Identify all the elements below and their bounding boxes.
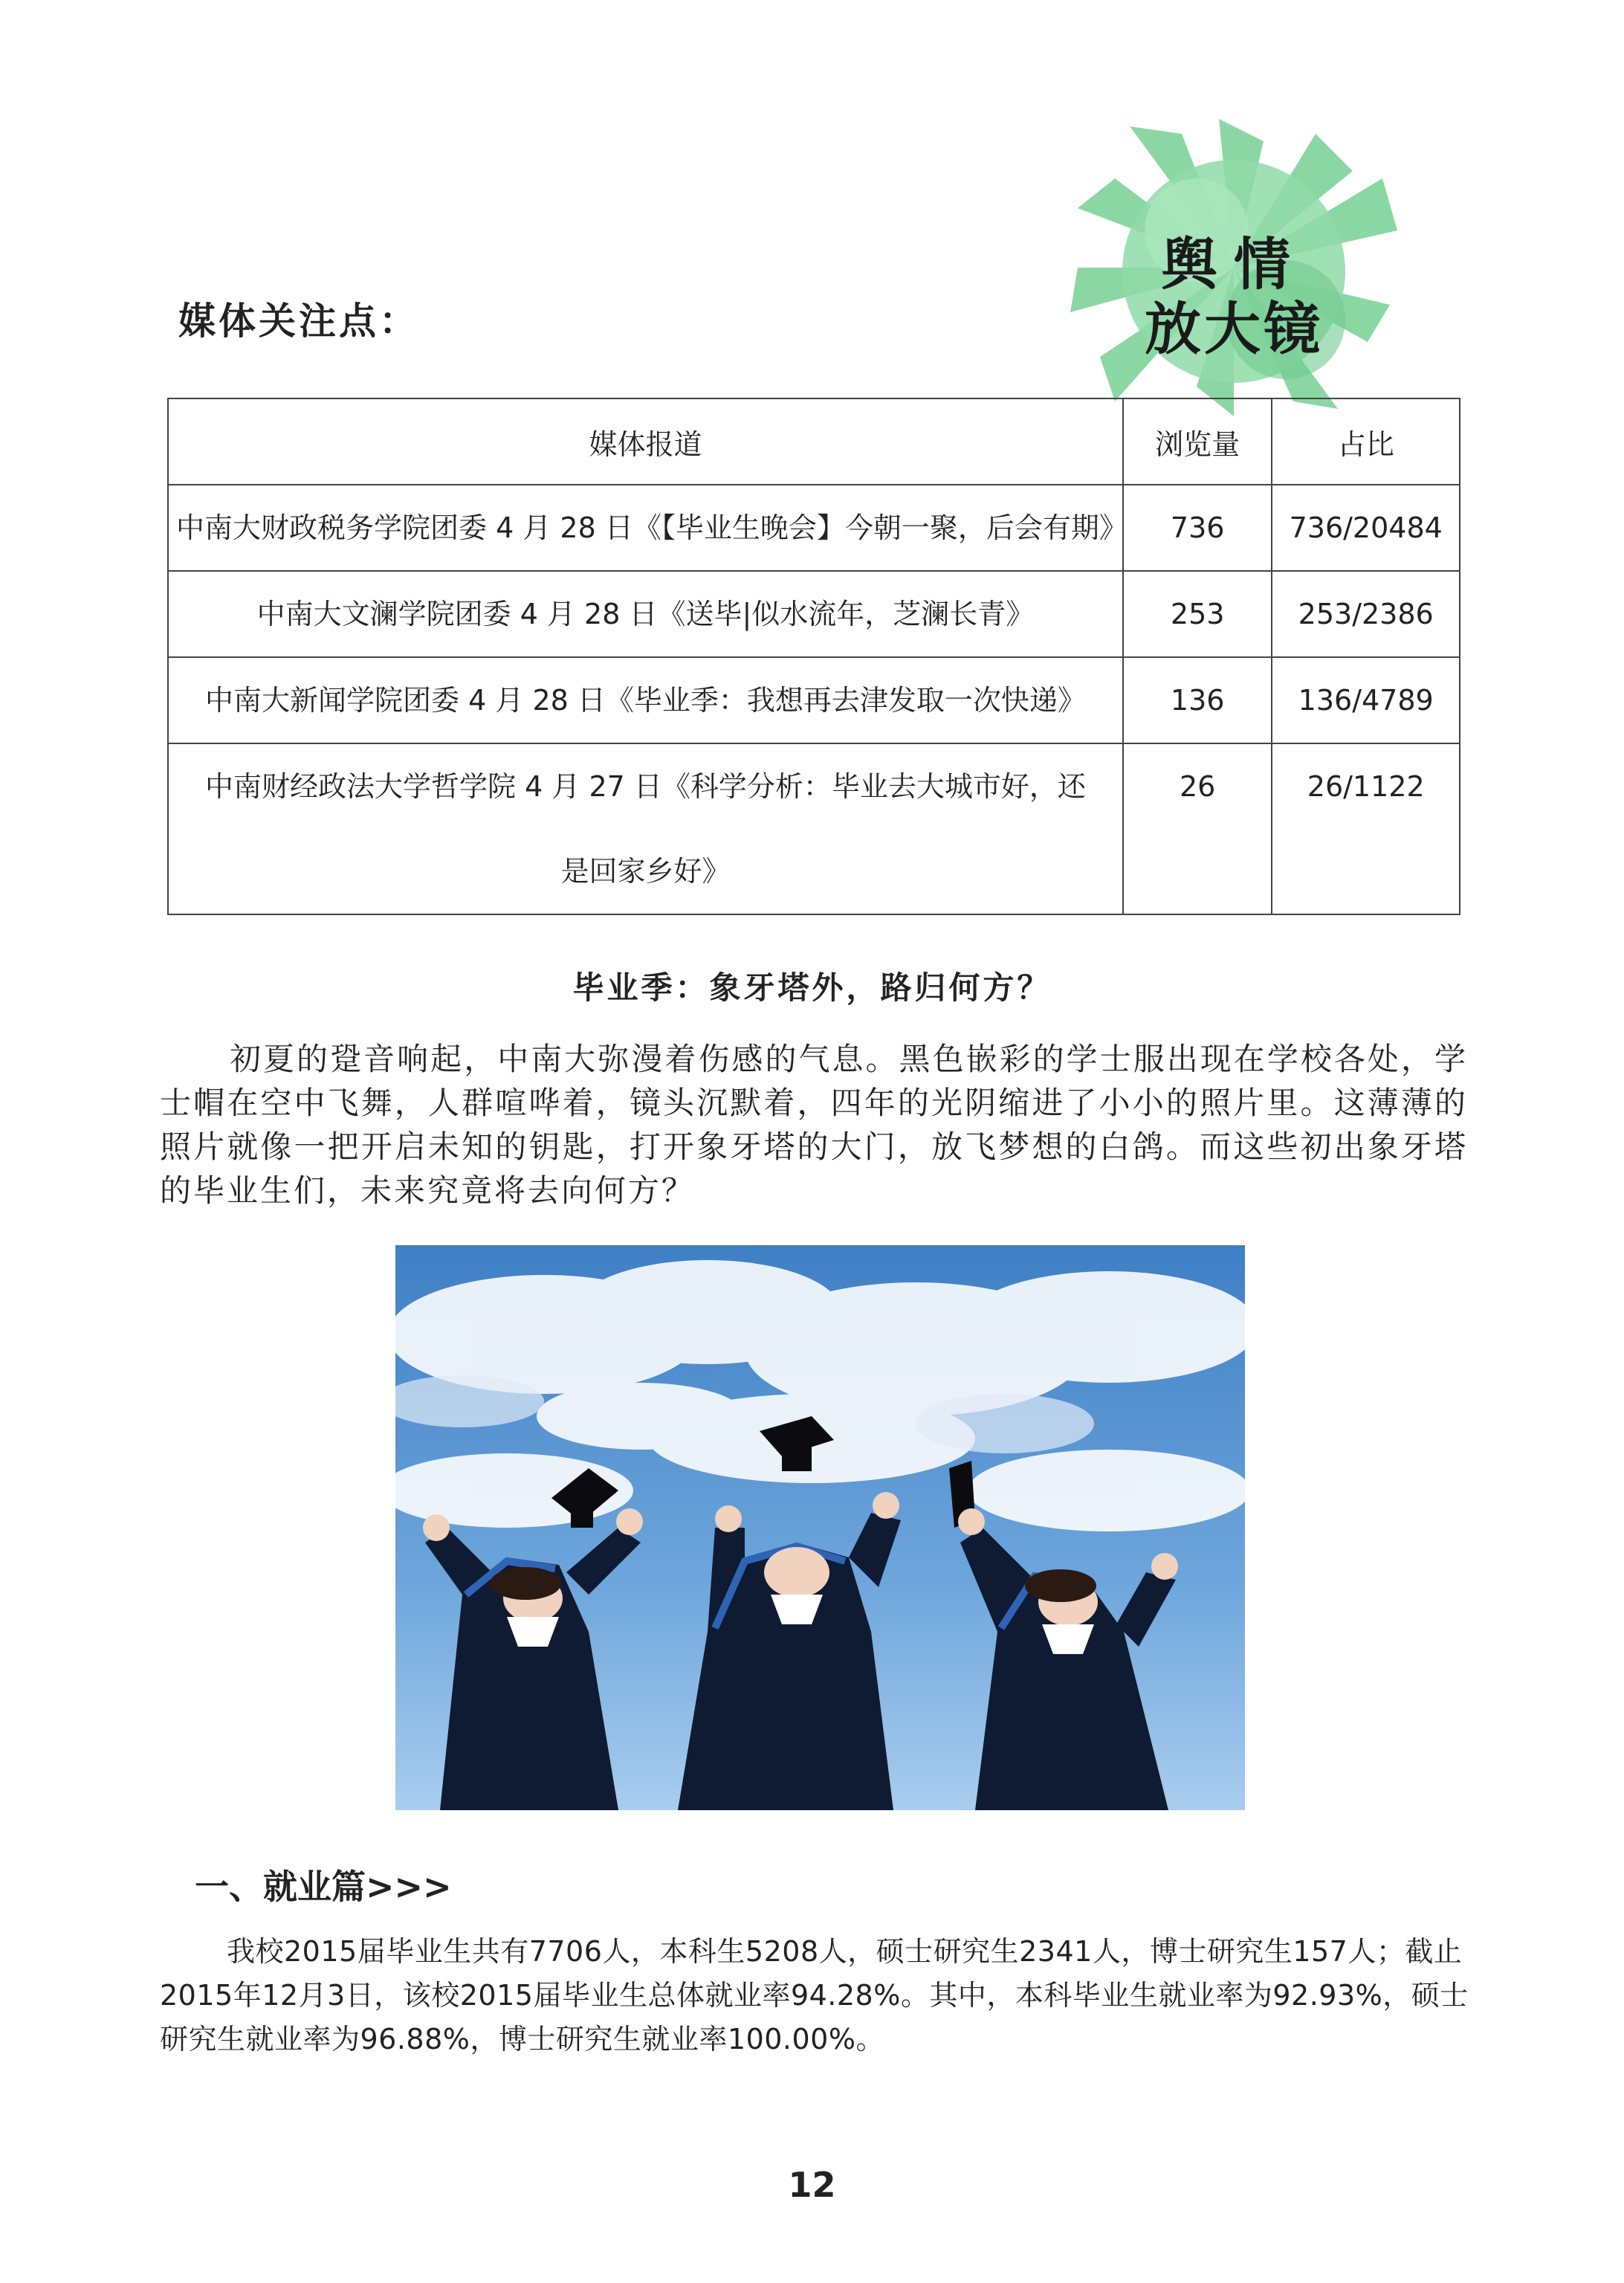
report-cell: 中南大新闻学院团委 4 月 28 日《毕业季：我想再去津发取一次快递》 bbox=[168, 657, 1123, 743]
badge-title-line2: 放大镜 bbox=[1145, 296, 1323, 362]
header-ratio: 占比 bbox=[1272, 398, 1460, 485]
report-cell: 中南大财政税务学院团委 4 月 28 日《【毕业生晚会】今朝一聚，后会有期》 bbox=[168, 485, 1123, 571]
table-header-row bbox=[168, 398, 1460, 485]
views-cell: 253 bbox=[1123, 571, 1272, 657]
media-table bbox=[167, 398, 1460, 915]
magnifier-badge bbox=[1070, 119, 1397, 416]
header-media-report: 媒体报道 bbox=[168, 398, 1123, 485]
section-label: 媒体关注点： bbox=[178, 299, 419, 343]
graduation-photo bbox=[395, 1245, 1245, 1810]
employment-paragraph: 我校2015届毕业生共有7706人，本科生5208人，硕士研究生2341人，博士研究生157人；截止2015年12月3日，该校2015届毕业生总体就业率94.28%。其中，本科毕业生就业率为92.93%，硕士研究生就业率为96.88%，博士研究生就业率100.00%。 bbox=[160, 1935, 1469, 2056]
ratio-cell: 26/1122 bbox=[1272, 743, 1460, 914]
views-cell: 26 bbox=[1123, 743, 1272, 914]
header-views: 浏览量 bbox=[1123, 398, 1272, 485]
report-cell: 中南大文澜学院团委 4 月 28 日《送毕|似水流年，芝澜长青》 bbox=[168, 571, 1123, 657]
report-cell: 中南财经政法大学哲学院 4 月 27 日《科学分析：毕业去大城市好，还是回家乡好》 bbox=[168, 743, 1123, 914]
ratio-cell: 136/4789 bbox=[1272, 657, 1460, 743]
graduation-illustration-icon bbox=[395, 1245, 1245, 1810]
table-row bbox=[168, 485, 1460, 571]
table-row bbox=[168, 571, 1460, 657]
ratio-cell: 253/2386 bbox=[1272, 571, 1460, 657]
table-row bbox=[168, 743, 1460, 914]
employment-heading: 一、就业篇>>> bbox=[195, 1867, 452, 1907]
intro-paragraph: 初夏的跫音响起，中南大弥漫着伤感的气息。黑色嵌彩的学士服出现在学校各处，学士帽在空中飞舞，人群喧哗着，镜头沉默着，四年的光阴缩进了小小的照片里。这薄薄的照片就像一把开启未知的钥匙，打开象牙塔的大门，放飞梦想的白鸽。而这些初出象牙塔的毕业生们，未来究竟将去向何方？ bbox=[160, 1041, 1468, 1209]
views-cell: 136 bbox=[1123, 657, 1272, 743]
ratio-cell: 736/20484 bbox=[1272, 485, 1460, 571]
views-cell: 736 bbox=[1123, 485, 1272, 571]
badge-title-line1: 舆情 bbox=[1161, 231, 1307, 297]
table-row bbox=[168, 657, 1460, 743]
article-title: 毕业季：象牙塔外，路归何方？ bbox=[572, 969, 1052, 1006]
page-number: 12 bbox=[788, 2165, 836, 2205]
